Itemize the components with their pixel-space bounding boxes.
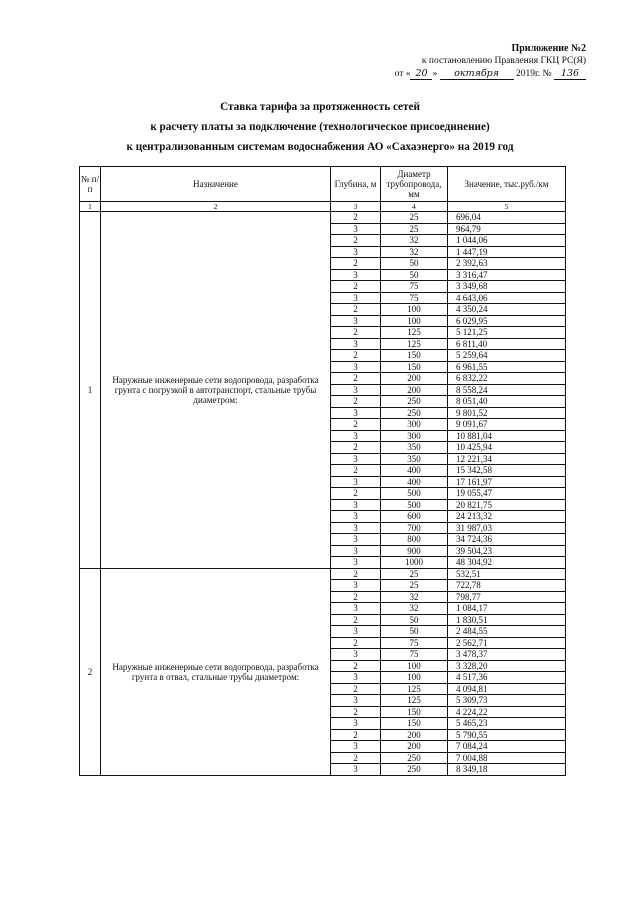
value-cell: 10 425,94 (448, 442, 566, 454)
diameter-cell: 150 (381, 706, 448, 718)
depth-cell: 3 (331, 223, 381, 235)
diameter-cell: 50 (381, 269, 448, 281)
value-cell: 9 801,52 (448, 407, 566, 419)
value-cell: 7 084,24 (448, 741, 566, 753)
diameter-cell: 25 (381, 223, 448, 235)
value-cell: 4 224,22 (448, 706, 566, 718)
diameter-cell: 250 (381, 764, 448, 776)
value-cell: 4 643,06 (448, 292, 566, 304)
depth-cell: 3 (331, 292, 381, 304)
depth-cell: 3 (331, 545, 381, 557)
heading-line-2: к расчету платы за подключение (технологическое присоединение) (150, 121, 490, 133)
diameter-cell: 25 (381, 580, 448, 592)
appendix-year: 2019г. № (515, 69, 552, 79)
diameter-cell: 500 (381, 499, 448, 511)
value-cell: 2 562,71 (448, 637, 566, 649)
depth-cell: 3 (331, 269, 381, 281)
depth-cell: 3 (331, 672, 381, 684)
diameter-cell: 50 (381, 614, 448, 626)
depth-cell: 2 (331, 258, 381, 270)
diameter-cell: 400 (381, 476, 448, 488)
depth-cell: 2 (331, 591, 381, 603)
depth-cell: 2 (331, 304, 381, 316)
diameter-cell: 75 (381, 637, 448, 649)
diameter-cell: 700 (381, 522, 448, 534)
value-cell: 8 349,18 (448, 764, 566, 776)
value-cell: 12 221,34 (448, 453, 566, 465)
depth-cell: 3 (331, 384, 381, 396)
diameter-cell: 50 (381, 626, 448, 638)
table-row (80, 212, 566, 224)
appendix-month: октября (440, 68, 514, 80)
depth-cell: 3 (331, 476, 381, 488)
diameter-cell: 900 (381, 545, 448, 557)
depth-cell: 2 (331, 568, 381, 580)
index-cell: 1 (80, 202, 101, 212)
value-cell: 5 465,23 (448, 718, 566, 730)
value-cell: 34 724,36 (448, 534, 566, 546)
depth-cell: 3 (331, 407, 381, 419)
section-description: Наружные инженерные сети водопровода, разработка грунта в отвал, стальные трубы диаметром: (101, 568, 331, 775)
depth-cell: 2 (331, 396, 381, 408)
section-number: 2 (80, 568, 101, 775)
value-cell: 20 821,75 (448, 499, 566, 511)
heading-line-1: Ставка тарифа за протяженность сетей (220, 101, 420, 113)
header-purpose: Назначение (101, 167, 331, 202)
depth-cell: 3 (331, 695, 381, 707)
depth-cell: 3 (331, 453, 381, 465)
depth-cell: 3 (331, 315, 381, 327)
diameter-cell: 200 (381, 741, 448, 753)
table-body (80, 212, 566, 776)
depth-cell: 2 (331, 488, 381, 500)
value-cell: 10 881,04 (448, 430, 566, 442)
diameter-cell: 75 (381, 649, 448, 661)
diameter-cell: 350 (381, 453, 448, 465)
appendix-block (330, 42, 586, 81)
value-cell: 19 055,47 (448, 488, 566, 500)
diameter-cell: 150 (381, 350, 448, 362)
value-cell: 8 558,24 (448, 384, 566, 396)
value-cell: 964,79 (448, 223, 566, 235)
depth-cell: 2 (331, 752, 381, 764)
diameter-cell: 150 (381, 718, 448, 730)
value-cell: 1 830,51 (448, 614, 566, 626)
depth-cell: 3 (331, 499, 381, 511)
document-headings (0, 97, 640, 157)
value-cell: 722,78 (448, 580, 566, 592)
diameter-cell: 200 (381, 384, 448, 396)
value-cell: 6 029,95 (448, 315, 566, 327)
value-cell: 696,04 (448, 212, 566, 224)
index-cell: 2 (101, 202, 331, 212)
value-cell: 17 161,97 (448, 476, 566, 488)
section-description: Наружные инженерные сети водопровода, разработка грунта с погрузкой в автотранспорт, стальные трубы диаметром: (101, 212, 331, 569)
value-cell: 15 342,58 (448, 465, 566, 477)
diameter-cell: 100 (381, 660, 448, 672)
value-cell: 5 259,64 (448, 350, 566, 362)
header-row (80, 167, 566, 202)
depth-cell: 2 (331, 350, 381, 362)
diameter-cell: 75 (381, 281, 448, 293)
diameter-cell: 250 (381, 407, 448, 419)
value-cell: 1 084,17 (448, 603, 566, 615)
depth-cell: 3 (331, 511, 381, 523)
depth-cell: 2 (331, 235, 381, 247)
value-cell: 4 517,36 (448, 672, 566, 684)
diameter-cell: 32 (381, 591, 448, 603)
index-cell: 3 (331, 202, 381, 212)
diameter-cell: 300 (381, 430, 448, 442)
diameter-cell: 150 (381, 361, 448, 373)
depth-cell: 3 (331, 534, 381, 546)
tariff-table (79, 166, 566, 776)
depth-cell: 2 (331, 683, 381, 695)
depth-cell: 3 (331, 603, 381, 615)
depth-cell: 3 (331, 338, 381, 350)
depth-cell: 3 (331, 557, 381, 569)
diameter-cell: 25 (381, 568, 448, 580)
depth-cell: 2 (331, 442, 381, 454)
depth-cell: 3 (331, 361, 381, 373)
appendix-from: от « (394, 69, 411, 79)
value-cell: 3 316,47 (448, 269, 566, 281)
diameter-cell: 250 (381, 396, 448, 408)
value-cell: 48 304,92 (448, 557, 566, 569)
appendix-title: Приложение №2 (511, 43, 586, 54)
diameter-cell: 125 (381, 327, 448, 339)
depth-cell: 2 (331, 419, 381, 431)
diameter-cell: 25 (381, 212, 448, 224)
depth-cell: 2 (331, 637, 381, 649)
diameter-cell: 1000 (381, 557, 448, 569)
depth-cell: 2 (331, 706, 381, 718)
depth-cell: 3 (331, 580, 381, 592)
appendix-sep: » (432, 69, 438, 79)
table-row (80, 568, 566, 580)
value-cell: 5 790,55 (448, 729, 566, 741)
value-cell: 7 004,88 (448, 752, 566, 764)
value-cell: 2 484,55 (448, 626, 566, 638)
value-cell: 9 091,67 (448, 419, 566, 431)
depth-cell: 3 (331, 741, 381, 753)
diameter-cell: 32 (381, 603, 448, 615)
diameter-cell: 125 (381, 695, 448, 707)
diameter-cell: 100 (381, 315, 448, 327)
depth-cell: 3 (331, 246, 381, 258)
diameter-cell: 32 (381, 246, 448, 258)
diameter-cell: 200 (381, 373, 448, 385)
depth-cell: 2 (331, 614, 381, 626)
depth-cell: 2 (331, 465, 381, 477)
depth-cell: 3 (331, 626, 381, 638)
diameter-cell: 400 (381, 465, 448, 477)
diameter-cell: 300 (381, 419, 448, 431)
depth-cell: 3 (331, 522, 381, 534)
index-cell: 4 (381, 202, 448, 212)
depth-cell: 2 (331, 281, 381, 293)
diameter-cell: 50 (381, 258, 448, 270)
diameter-cell: 200 (381, 729, 448, 741)
diameter-cell: 800 (381, 534, 448, 546)
value-cell: 31 987,03 (448, 522, 566, 534)
value-cell: 24 213,32 (448, 511, 566, 523)
depth-cell: 2 (331, 660, 381, 672)
value-cell: 3 478,37 (448, 649, 566, 661)
appendix-number: 136 (554, 68, 586, 80)
diameter-cell: 32 (381, 235, 448, 247)
diameter-cell: 100 (381, 304, 448, 316)
appendix-day: 20 (410, 68, 432, 80)
value-cell: 2 392,63 (448, 258, 566, 270)
header-diameter: Диаметр трубопровода, мм (381, 167, 448, 202)
depth-cell: 3 (331, 430, 381, 442)
appendix-decree-line: к постановлению Правления ГКЦ РС(Я) (421, 56, 586, 66)
diameter-cell: 250 (381, 752, 448, 764)
diameter-cell: 500 (381, 488, 448, 500)
header-depth: Глубина, м (331, 167, 381, 202)
value-cell: 6 811,40 (448, 338, 566, 350)
value-cell: 39 504,23 (448, 545, 566, 557)
value-cell: 4 350,24 (448, 304, 566, 316)
depth-cell: 3 (331, 718, 381, 730)
depth-cell: 2 (331, 373, 381, 385)
diameter-cell: 125 (381, 683, 448, 695)
value-cell: 5 309,73 (448, 695, 566, 707)
heading-line-3: к централизованным системам водоснабжения АО «Сахаэнерго» на 2019 год (126, 141, 514, 153)
index-row (80, 202, 566, 212)
value-cell: 5 121,25 (448, 327, 566, 339)
value-cell: 3 328,20 (448, 660, 566, 672)
depth-cell: 2 (331, 327, 381, 339)
value-cell: 532,51 (448, 568, 566, 580)
header-value: Значение, тыс.руб./км (448, 167, 566, 202)
value-cell: 1 044,06 (448, 235, 566, 247)
depth-cell: 3 (331, 649, 381, 661)
value-cell: 6 961,55 (448, 361, 566, 373)
diameter-cell: 125 (381, 338, 448, 350)
index-cell: 5 (448, 202, 566, 212)
value-cell: 6 832,22 (448, 373, 566, 385)
diameter-cell: 350 (381, 442, 448, 454)
depth-cell: 2 (331, 729, 381, 741)
diameter-cell: 600 (381, 511, 448, 523)
depth-cell: 2 (331, 212, 381, 224)
value-cell: 1 447,19 (448, 246, 566, 258)
appendix-date-line (330, 68, 586, 81)
value-cell: 3 349,68 (448, 281, 566, 293)
diameter-cell: 100 (381, 672, 448, 684)
value-cell: 8 051,40 (448, 396, 566, 408)
value-cell: 798,77 (448, 591, 566, 603)
value-cell: 4 094,81 (448, 683, 566, 695)
depth-cell: 3 (331, 764, 381, 776)
section-number: 1 (80, 212, 101, 569)
diameter-cell: 75 (381, 292, 448, 304)
header-number: № п/п (80, 167, 101, 202)
